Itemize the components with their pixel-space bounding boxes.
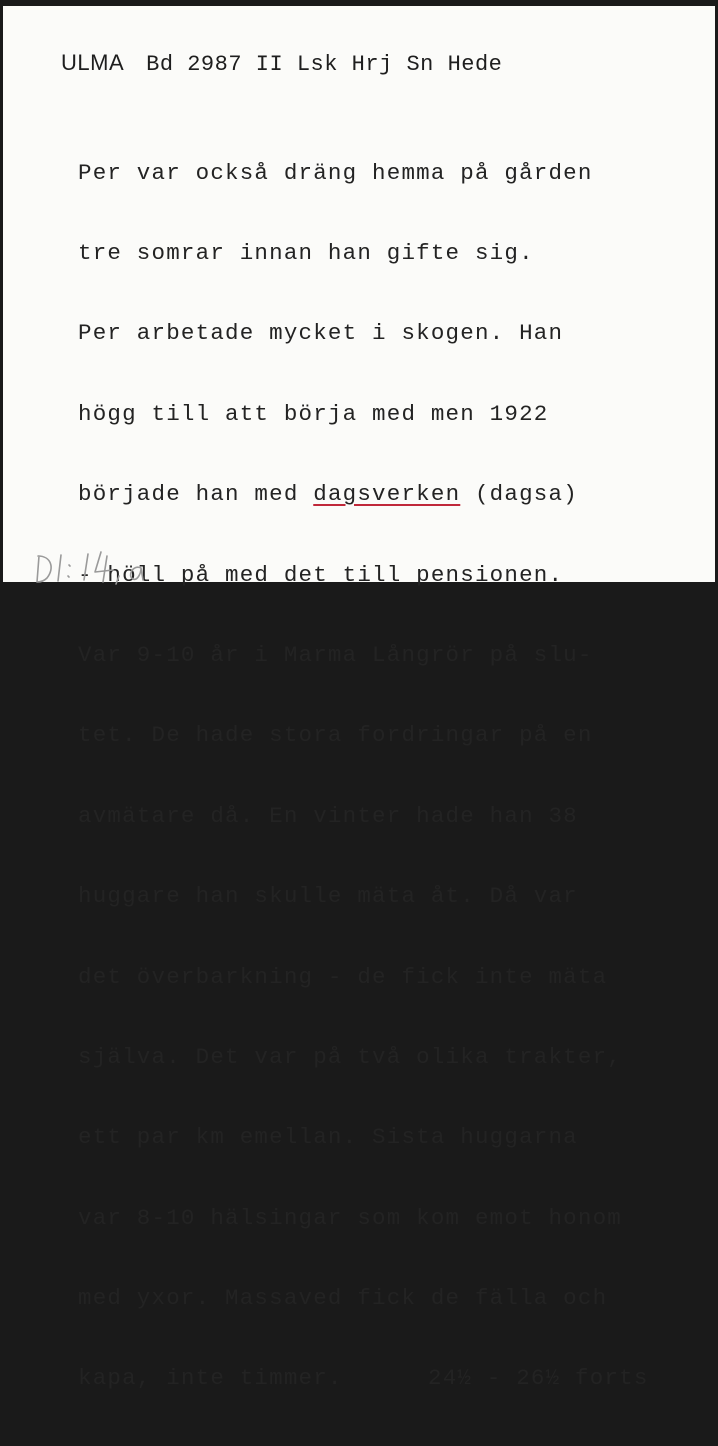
underlined-term: dagsverken [313,481,461,508]
body-line: - höll på med det till pensionen. [78,561,564,588]
archive-card [3,6,715,1392]
card-body [78,106,649,1446]
card-header [61,50,502,84]
body-line: själva. Det var på två olika trakter, [78,1043,622,1070]
body-line: Var 9-10 år i Marma Långrör på slu- [78,641,593,668]
body-line-start: började han med [78,481,314,508]
body-line: Per arbetade mycket i skogen. Han [78,320,564,347]
body-last-line [78,1365,649,1392]
archive-stamp: ULMA [61,50,125,75]
body-line: tet. De hade stora fordringar på en [78,722,593,749]
handwritten-note [33,546,183,586]
body-line [78,481,649,508]
reference-line: Bd 2987 II Lsk Hrj Sn Hede [146,52,503,77]
body-line: det överbarkning - de fick inte mäta [78,963,608,990]
body-last-line-text: kapa, inte timmer. [78,1365,343,1392]
body-line: ett par km emellan. Sista huggarna [78,1124,578,1151]
body-line: huggare han skulle mäta åt. Då var [78,883,578,910]
body-line: Per var också dräng hemma på gården [78,159,593,186]
body-line: var 8-10 hälsingar som kom emot honom [78,1204,622,1231]
handwritten-note-drawing [33,546,183,586]
body-line: tre somrar innan han gifte sig. [78,239,534,266]
body-line: med yxor. Massaved fick de fälla och [78,1285,608,1312]
body-line-end: (dagsa) [460,481,578,508]
body-line: högg till att börja med men 1922 [78,400,549,427]
page-range: 24½ - 26½ forts [428,1365,649,1392]
body-line: avmätare då. En vinter hade han 38 [78,802,578,829]
